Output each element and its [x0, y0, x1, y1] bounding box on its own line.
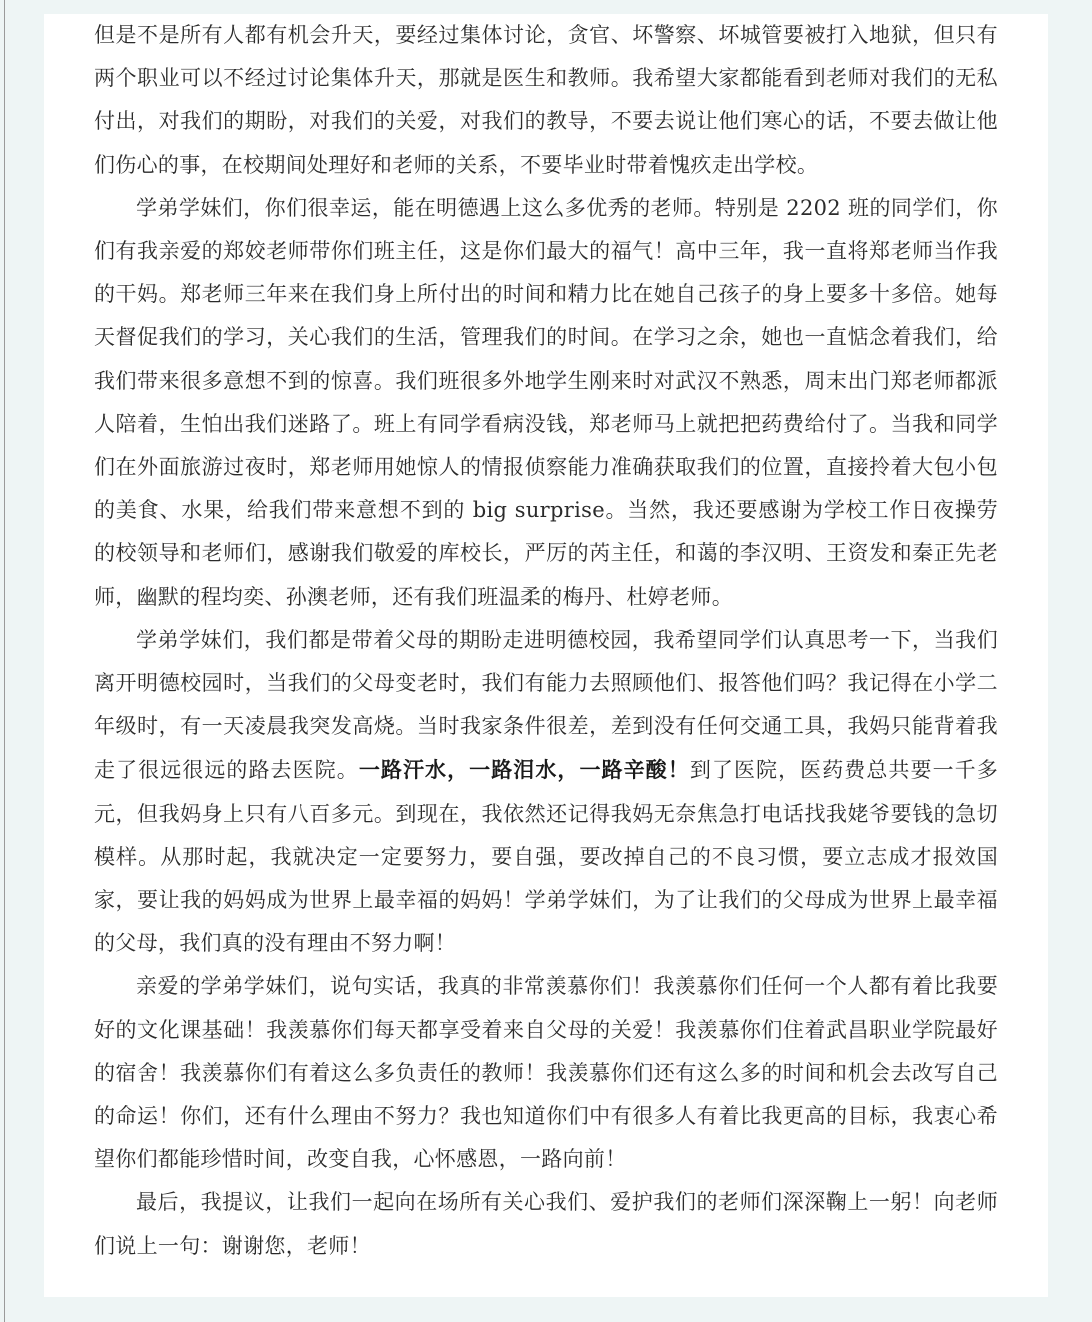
- paragraph-3-bold-phrase: 一路汗水，一路泪水，一路辛酸！: [358, 757, 690, 783]
- document-page: [44, 14, 1048, 1297]
- paragraph-4: 亲爱的学弟学妹们，说句实话，我真的非常羡慕你们！我羡慕你们任何一个人都有着比我要好的文化课基础！我羡慕你们每天都享受着来自父母的关爱！我羡慕你们住着武昌职业学院最好的宿舍！我羡慕你们有着这么多负责任的教师！我羡慕你们还有这么多的时间和机会去改写自己的命运！你们，还有什么理由不努力？我也知道你们中有很多人有着比我更高的目标，我衷心希望你们都能珍惜时间，改变自我，心怀感恩，一路向前！: [94, 974, 998, 1172]
- paragraph-1: 但是不是所有人都有机会升天，要经过集体讨论，贪官、坏警察、坏城管要被打入地狱，但只有两个职业可以不经过讨论集体升天，那就是医生和教师。我希望大家都能看到老师对我们的无私付出，对我们的期盼，对我们的关爱，对我们的教导，不要去说让他们寒心的话，不要去做让他们伤心的事，在校期间处理好和老师的关系，不要毕业时带着愧疚走出学校。: [94, 23, 998, 177]
- paragraph-3-text-after: 到了医院，医药费总共要一千多元，但我妈身上只有八百多元。到现在，我依然还记得我妈无奈焦急打电话找我姥爷要钱的急切模样。从那时起，我就决定一定要努力，要自强，要改掉自己的不良习惯，要立志成才报效国家，要让我的妈妈成为世界上最幸福的妈妈！学弟学妹们，为了让我们的父母成为世界上最幸福的父母，我们真的没有理由不努力啊！: [94, 758, 999, 956]
- paragraph-2: 学弟学妹们，你们很幸运，能在明德遇上这么多优秀的老师。特别是 2202 班的同学们，你们有我亲爱的郑姣老师带你们班主任，这是你们最大的福气！高中三年，我一直将郑老师当作我的干妈。郑老师三年来在我们身上所付出的时间和精力比在她自己孩子的身上要多十多倍。她每天督促我们的学习，关心我们的生活，管理我们的时间。在学习之余，她也一直惦念着我们，给我们带来很多意想不到的惊喜。我们班很多外地学生刚来时对武汉不熟悉，周末出门郑老师都派人陪着，生怕出我们迷路了。班上有同学看病没钱，郑老师马上就把把药费给付了。当我和同学们在外面旅游过夜时，郑老师用她惊人的情报侦察能力准确获取我们的位置，直接拎着大包小包的美食、水果，给我们带来意想不到的 big surprise。当然，我还要感谢为学校工作日夜操劳的校领导和老师们，感谢我们敬爱的库校长，严厉的芮主任，和蔼的李汉明、王资发和秦正先老师，幽默的程均奕、孙澳老师，还有我们班温柔的梅丹、杜婷老师。: [94, 195, 998, 609]
- window-left-border: [4, 0, 5, 1322]
- paragraph-3: [94, 619, 998, 966]
- paragraph-5: 最后，我提议，让我们一起向在场所有关心我们、爱护我们的老师们深深鞠上一躬！向老师们说上一句：谢谢您，老师！: [94, 1190, 998, 1258]
- paragraph-3-text-before: 学弟学妹们，我们都是带着父母的期盼走进明德校园，我希望同学们认真思考一下，当我们离开明德校园时，当我们的父母变老时，我们有能力去照顾他们、报答他们吗？我记得在小学二年级时，有一天凌晨我突发高烧。当时我家条件很差，差到没有任何交通工具，我妈只能背着我走了很远很远的路去医院。: [94, 627, 998, 783]
